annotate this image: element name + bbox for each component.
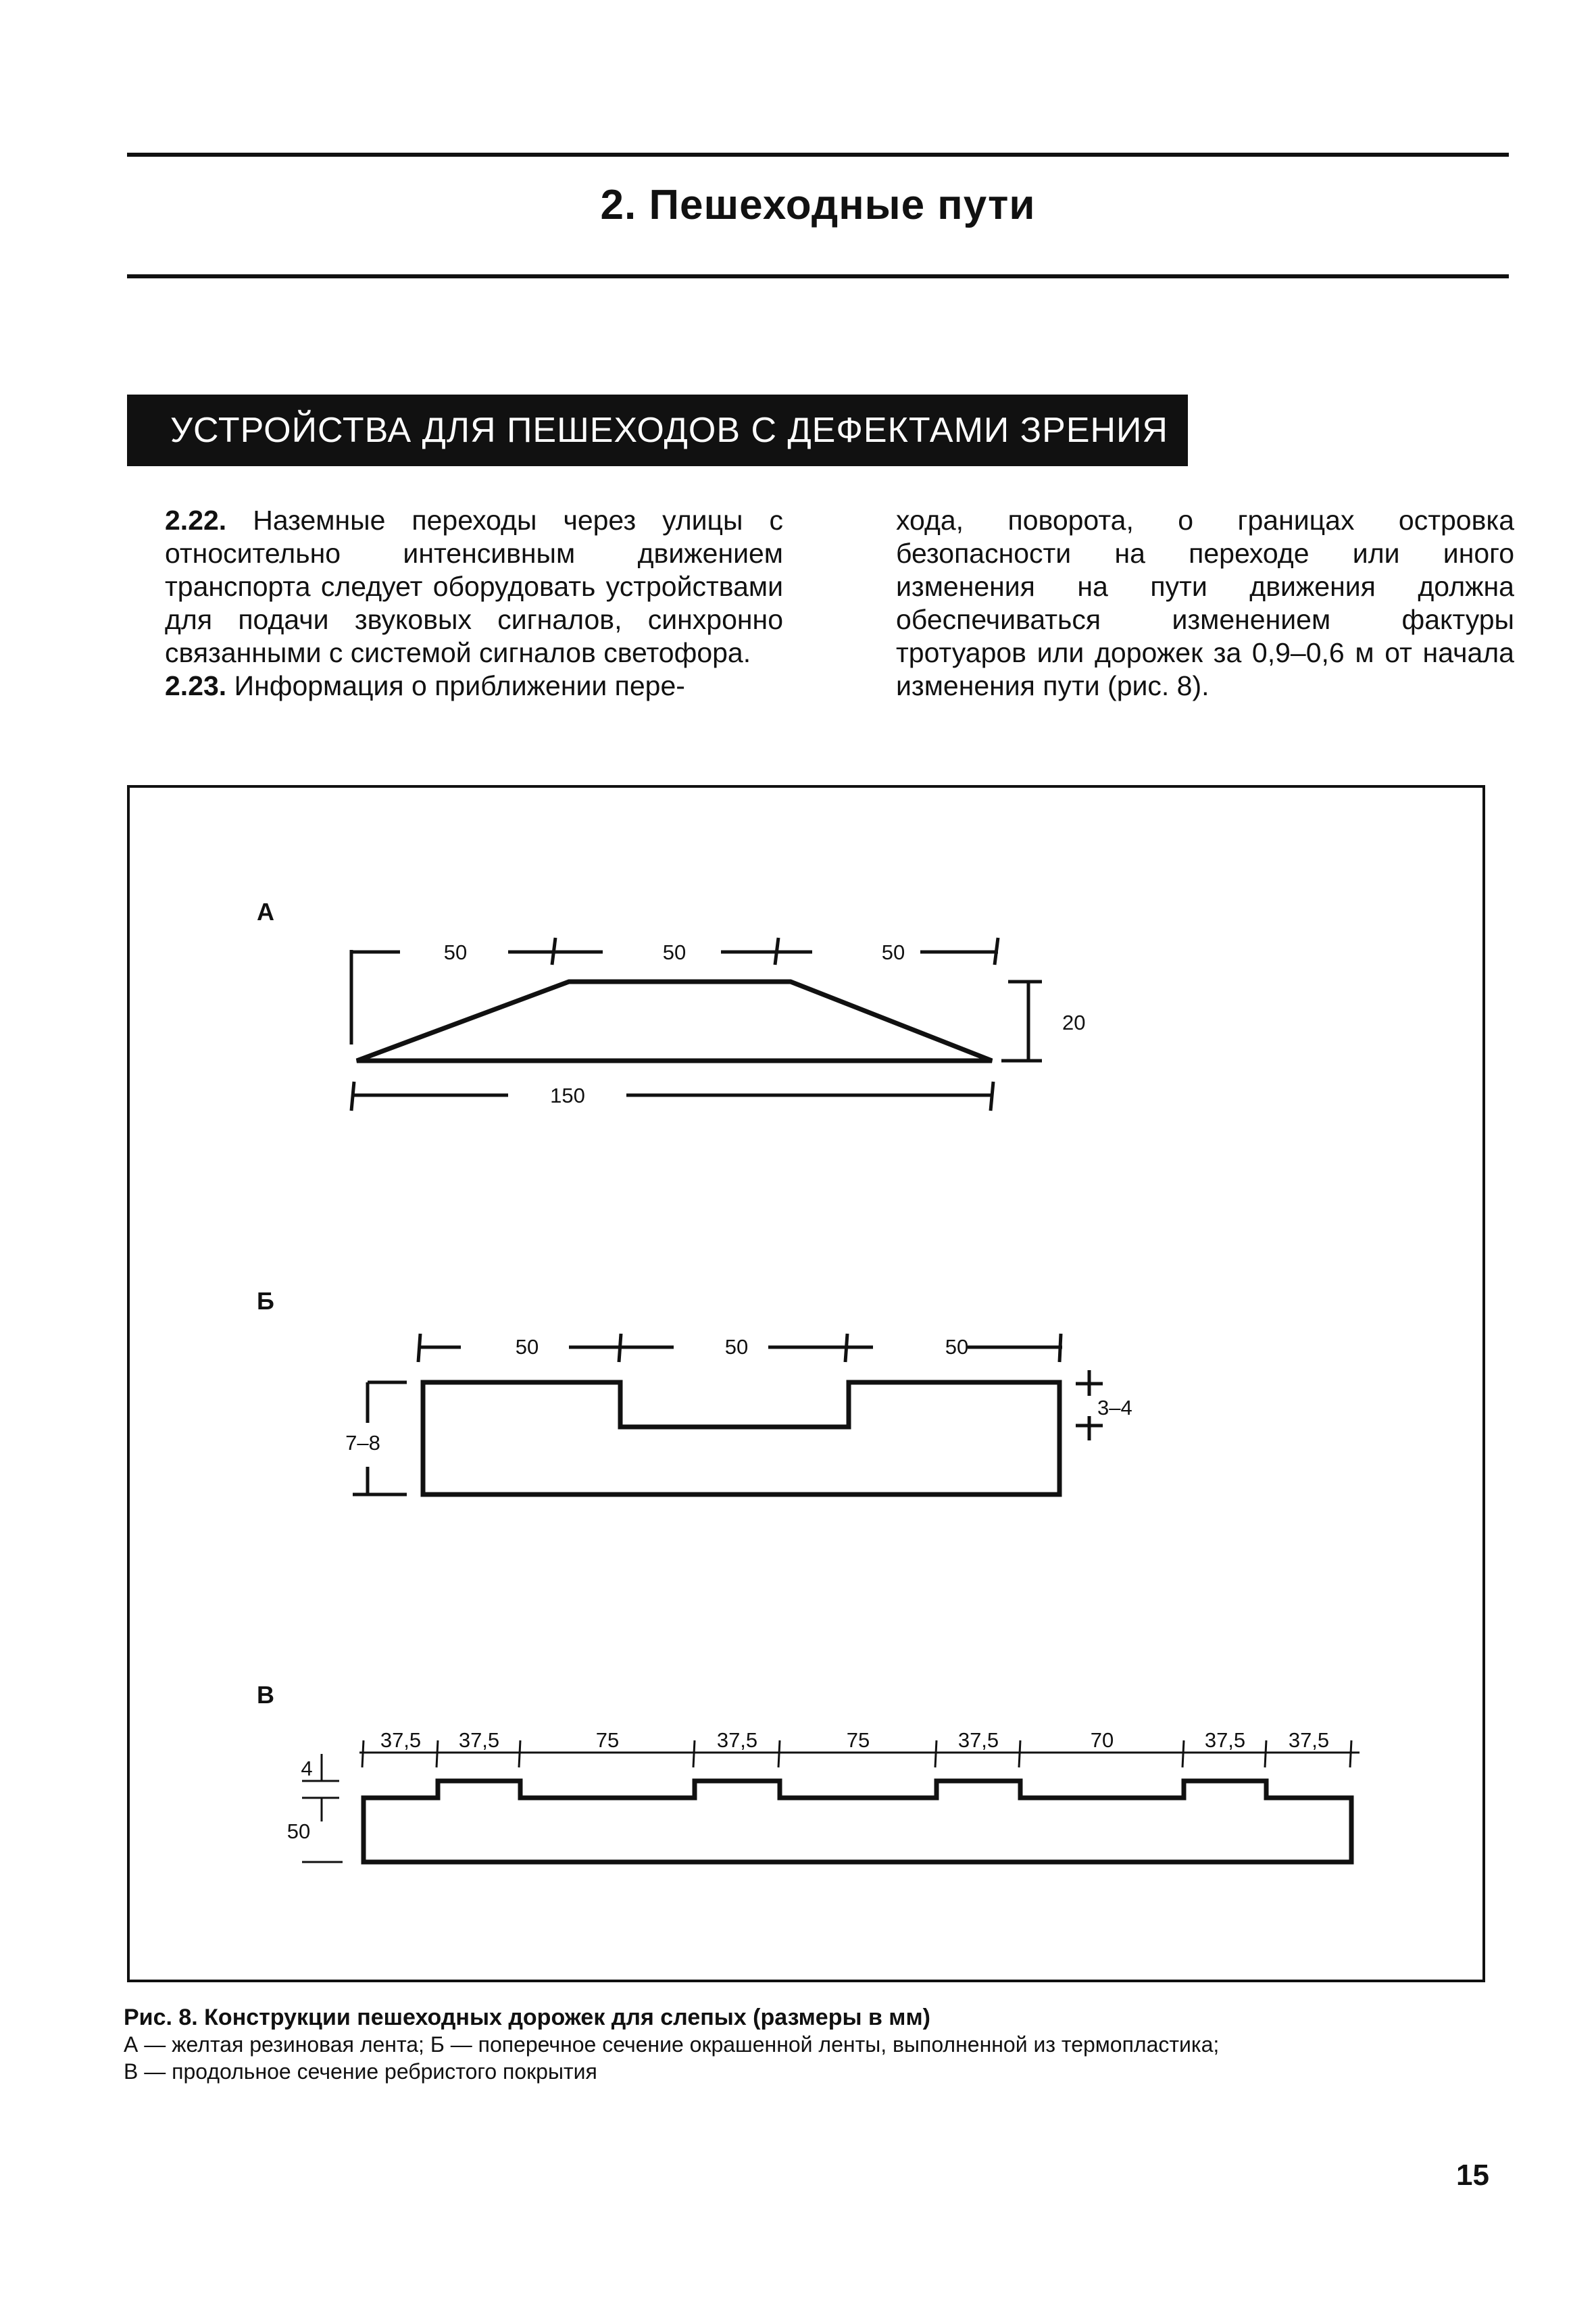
section-heading: УСТРОЙСТВА ДЛЯ ПЕШЕХОДОВ С ДЕФЕКТАМИ ЗРЕНИЯ xyxy=(127,395,1188,466)
figure-caption xyxy=(124,2004,1516,2085)
panel-v-rib: 4 xyxy=(301,1757,313,1780)
panel-v-dim-8: 37,5 xyxy=(1204,1728,1246,1752)
panel-v-drawing xyxy=(302,1740,1360,1862)
panel-v-dim-9: 37,5 xyxy=(1288,1728,1330,1752)
paragraph-number: 2.23. xyxy=(165,670,227,701)
panel-a-dim-3: 50 xyxy=(881,940,905,964)
panel-v-dim-4: 37,5 xyxy=(716,1728,758,1752)
panel-b-profile xyxy=(423,1382,1059,1494)
panel-b-dim-3: 50 xyxy=(945,1335,969,1359)
panel-a-dim-2: 50 xyxy=(662,940,687,964)
panel-v-label: В xyxy=(257,1681,274,1709)
paragraph-text: Наземные переходы через улицы с относительно интенсивным движением транспорта следует оборудовать устройствами для подачи звуковых сигналов, синхронно связанными с системой сигналов светофора. xyxy=(165,505,783,668)
panel-a-label: А xyxy=(257,898,274,926)
panel-b-dim-1: 50 xyxy=(515,1335,539,1359)
panel-b-groove: 3–4 xyxy=(1097,1396,1132,1419)
panel-v-dim-2: 37,5 xyxy=(458,1728,500,1752)
paragraph-2-22 xyxy=(165,504,783,670)
paragraph-2-23-continued xyxy=(896,504,1514,703)
panel-b-height: 7–8 xyxy=(345,1431,380,1455)
figure-drawing xyxy=(130,788,1488,1985)
paragraph-2-23 xyxy=(165,670,783,703)
caption-line-2: В — продольное сечение ребристого покрытия xyxy=(124,2059,597,2084)
panel-b-dim-2: 50 xyxy=(724,1335,749,1359)
panel-v-dim-6: 37,5 xyxy=(957,1728,999,1752)
top-rule xyxy=(127,153,1509,157)
panel-a-profile xyxy=(357,982,992,1061)
panel-b-label: Б xyxy=(257,1287,274,1315)
panel-v-dim-7: 70 xyxy=(1090,1728,1114,1752)
chapter-title: 2. Пешеходные пути xyxy=(600,182,1036,228)
panel-a-dim-1: 50 xyxy=(443,940,468,964)
figure-8 xyxy=(127,785,1485,1982)
text-column-left xyxy=(165,504,783,703)
text-column-right xyxy=(896,504,1514,703)
caption-title: Рис. 8. Конструкции пешеходных дорожек для слепых (размеры в мм) xyxy=(124,2005,930,2030)
panel-v-profile xyxy=(364,1781,1351,1862)
paragraph-text-start: Информация о приближении пере- xyxy=(234,670,685,701)
page-number: 15 xyxy=(1456,2159,1489,2192)
paragraph-text-continued: хода, поворота, о границах островка безопасности на переходе или иного изменения на пути движения должна обеспечиваться изменением фактуры тротуаров или дорожек за 0,9–0,6 м от начала изменения пути (рис. 8). xyxy=(896,505,1514,701)
paragraph-number: 2.22. xyxy=(165,505,227,536)
panel-v-dim-5: 75 xyxy=(846,1728,870,1752)
panel-v-base: 50 xyxy=(286,1819,311,1843)
panel-v-dim-3: 75 xyxy=(595,1728,620,1752)
panel-v-dim-1: 37,5 xyxy=(380,1728,422,1752)
title-underline xyxy=(127,274,1509,278)
caption-line-1: А — желтая резиновая лента; Б — поперечное сечение окрашенной ленты, выполненной из термопластика; xyxy=(124,2032,1220,2057)
panel-a-height: 20 xyxy=(1062,1011,1086,1034)
panel-a-total: 150 xyxy=(550,1084,585,1107)
